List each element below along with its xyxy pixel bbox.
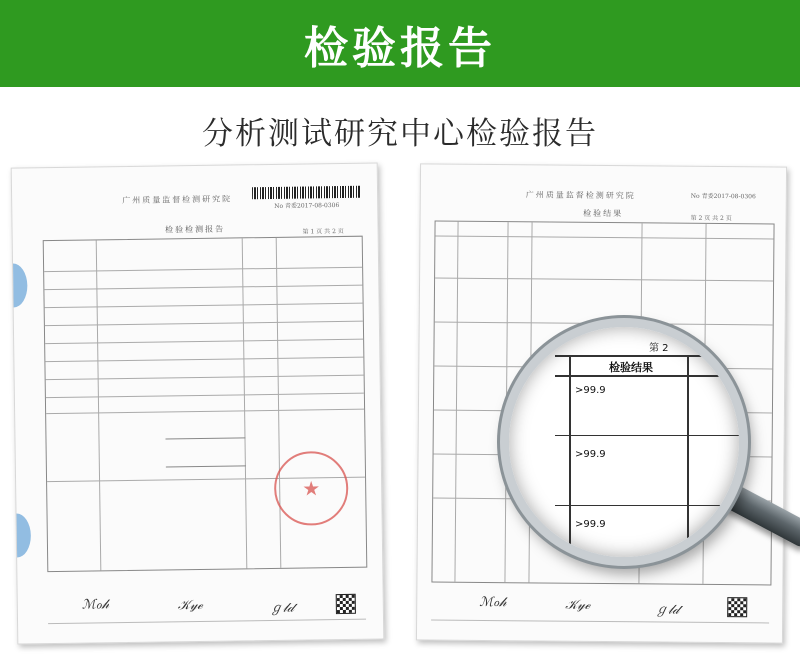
page-subtitle: 分析测试研究中心检验报告 [202,116,598,152]
right-page-info: 第 2 页 共 2 页 [690,214,732,223]
right-doc-title: 检验结果 [583,208,624,219]
signature-1: ℳℴ𝒽 [81,597,110,613]
magnified-value-2: >99.9 [575,449,606,460]
signature-3: ℊ𝓁𝒹 [655,602,680,618]
magnifying-glass [500,318,748,566]
official-seal-stamp: ★ [274,451,349,526]
signature-3: ℊ𝓁𝒹 [269,600,294,617]
right-institute-name: 广州质量监督检测研究院 [525,190,636,201]
left-report-document [11,162,385,644]
header-banner [0,0,800,87]
qr-code [336,594,356,614]
barcode [252,186,360,200]
left-page-info: 第 1 页 共 2 页 [302,227,344,236]
banner-title: 检验报告 [304,22,496,74]
left-institute-name: 广州质量监督检测研究院 [122,194,233,206]
binding-tab-bottom [11,513,31,557]
signature-2: 𝒦𝓎ℯ [565,597,591,613]
left-doc-title: 检验检测报告 [165,224,226,235]
magnified-value-1: >99.9 [575,385,606,396]
left-report-number: No 青委2017-08-0306 [274,202,340,210]
binding-tab-top [11,263,28,307]
magnified-page-fragment: 第 2 [649,343,669,354]
signature-1: ℳℴ𝒽 [479,594,507,611]
qr-code [727,597,747,617]
right-report-number: No 青委2017-08-0306 [690,192,756,201]
magnified-value-3: >99.9 [575,519,606,530]
magnified-results-view [509,327,739,557]
signature-2: 𝒦𝓎ℯ [177,597,203,614]
magnified-header-label: 检验结果 [609,361,653,374]
